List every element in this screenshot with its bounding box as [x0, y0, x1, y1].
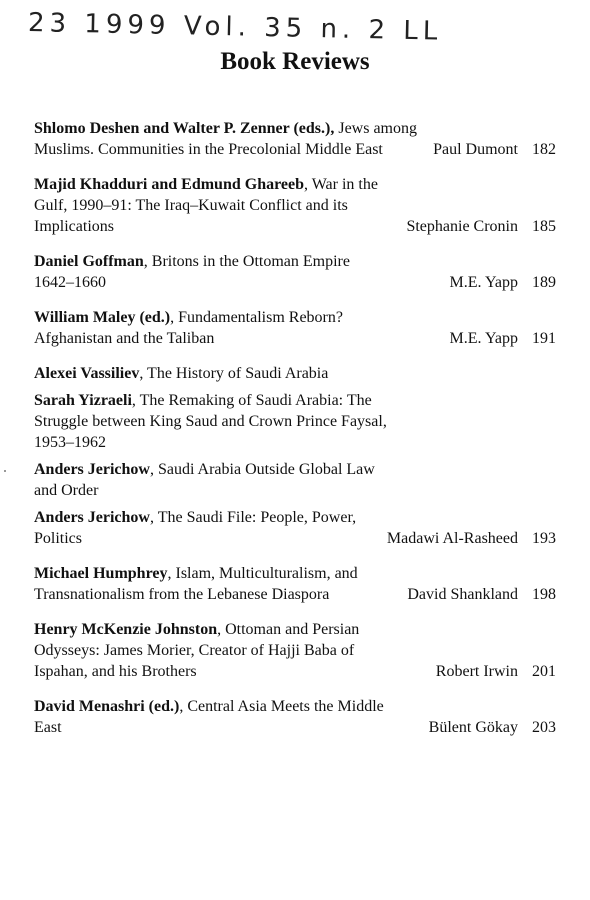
review-list: [34, 118, 556, 752]
review-entry: [34, 174, 556, 237]
reviewer: M.E. Yapp: [449, 330, 518, 347]
page-number: 189: [532, 274, 556, 291]
reviewer: Paul Dumont: [433, 141, 518, 158]
review-author: Sarah Yizraeli: [34, 392, 132, 409]
citation: [34, 118, 419, 160]
book-title: , Ottoman and Persian Odysseys: James Morier, Creator of Hajji Baba of Ispahan, and his Brothers: [34, 621, 360, 680]
citation: [34, 363, 328, 384]
review-author: Daniel Goffman: [34, 253, 144, 270]
scan-speck: [4, 470, 6, 472]
page-number: 191: [532, 330, 556, 347]
book-title: , Central Asia Meets the Middle East: [34, 698, 384, 736]
page-number: 203: [532, 719, 556, 736]
review-author: Majid Khadduri and Edmund Ghareeb: [34, 176, 305, 193]
book-title: , Fundamentalism Reborn? Afghanistan and the Taliban: [34, 309, 343, 347]
book-title: , The Remaking of Saudi Arabia: The Struggle between King Saud and Crown Prince Faysal, 1953–1962: [34, 392, 387, 451]
citation: [34, 174, 394, 237]
book-title: , The History of Saudi Arabia: [139, 365, 329, 382]
page-title: Book Reviews: [220, 48, 370, 75]
review-author: William Maley (ed.): [34, 309, 171, 326]
page-number: 198: [532, 586, 556, 603]
book-title: , Islam, Multiculturalism, and Transnationalism from the Lebanese Diaspora: [34, 565, 358, 603]
page-number: 185: [532, 218, 556, 235]
page-number: 193: [532, 530, 556, 547]
review-entry: [34, 307, 556, 349]
review-entry: [34, 363, 556, 384]
book-title: , Saudi Arabia Outside Global Law and Order: [34, 461, 375, 499]
citation: [34, 251, 389, 293]
review-author: Anders Jerichow: [34, 509, 150, 526]
citation: [34, 563, 389, 605]
review-author: Henry McKenzie Johnston: [34, 621, 218, 638]
citation: [34, 696, 389, 738]
review-author: David Menashri (ed.): [34, 698, 180, 715]
book-title: , Britons in the Ottoman Empire 1642–1660: [34, 253, 350, 291]
citation: [34, 459, 389, 501]
citation: [34, 507, 375, 549]
review-entry: [34, 696, 556, 738]
reviewer: Stephanie Cronin: [406, 218, 518, 235]
review-entry: [34, 507, 556, 549]
review-author: Shlomo Deshen and Walter P. Zenner (eds.),: [34, 120, 335, 137]
reviewer: Bülent Gökay: [428, 719, 518, 736]
review-author: Michael Humphrey: [34, 565, 168, 582]
citation: [34, 307, 389, 349]
page-number: 182: [532, 141, 556, 158]
reviewer: David Shankland: [407, 586, 518, 603]
review-entry: [34, 118, 556, 160]
review-entry: [34, 251, 556, 293]
citation: [34, 390, 389, 453]
book-title: Jews among Muslims. Communities in the Precolonial Middle East: [34, 120, 417, 158]
review-author: Anders Jerichow: [34, 461, 150, 478]
citation: [34, 619, 389, 682]
handwritten-annotation: 23 1999 Vol. 35 n. 2 LL: [27, 8, 443, 47]
review-entry: [34, 459, 556, 501]
page-number: 201: [532, 663, 556, 680]
book-title: , The Saudi File: People, Power, Politics: [34, 509, 357, 547]
review-entry: [34, 563, 556, 605]
reviewer: M.E. Yapp: [449, 274, 518, 291]
review-entry: [34, 390, 556, 453]
reviewer: Robert Irwin: [435, 663, 518, 680]
review-author: Alexei Vassiliev: [34, 365, 140, 382]
review-entry: [34, 619, 556, 682]
reviewer: Madawi Al-Rasheed: [386, 530, 518, 547]
book-title: , War in the Gulf, 1990–91: The Iraq–Kuwait Conflict and its Implications: [34, 176, 378, 235]
